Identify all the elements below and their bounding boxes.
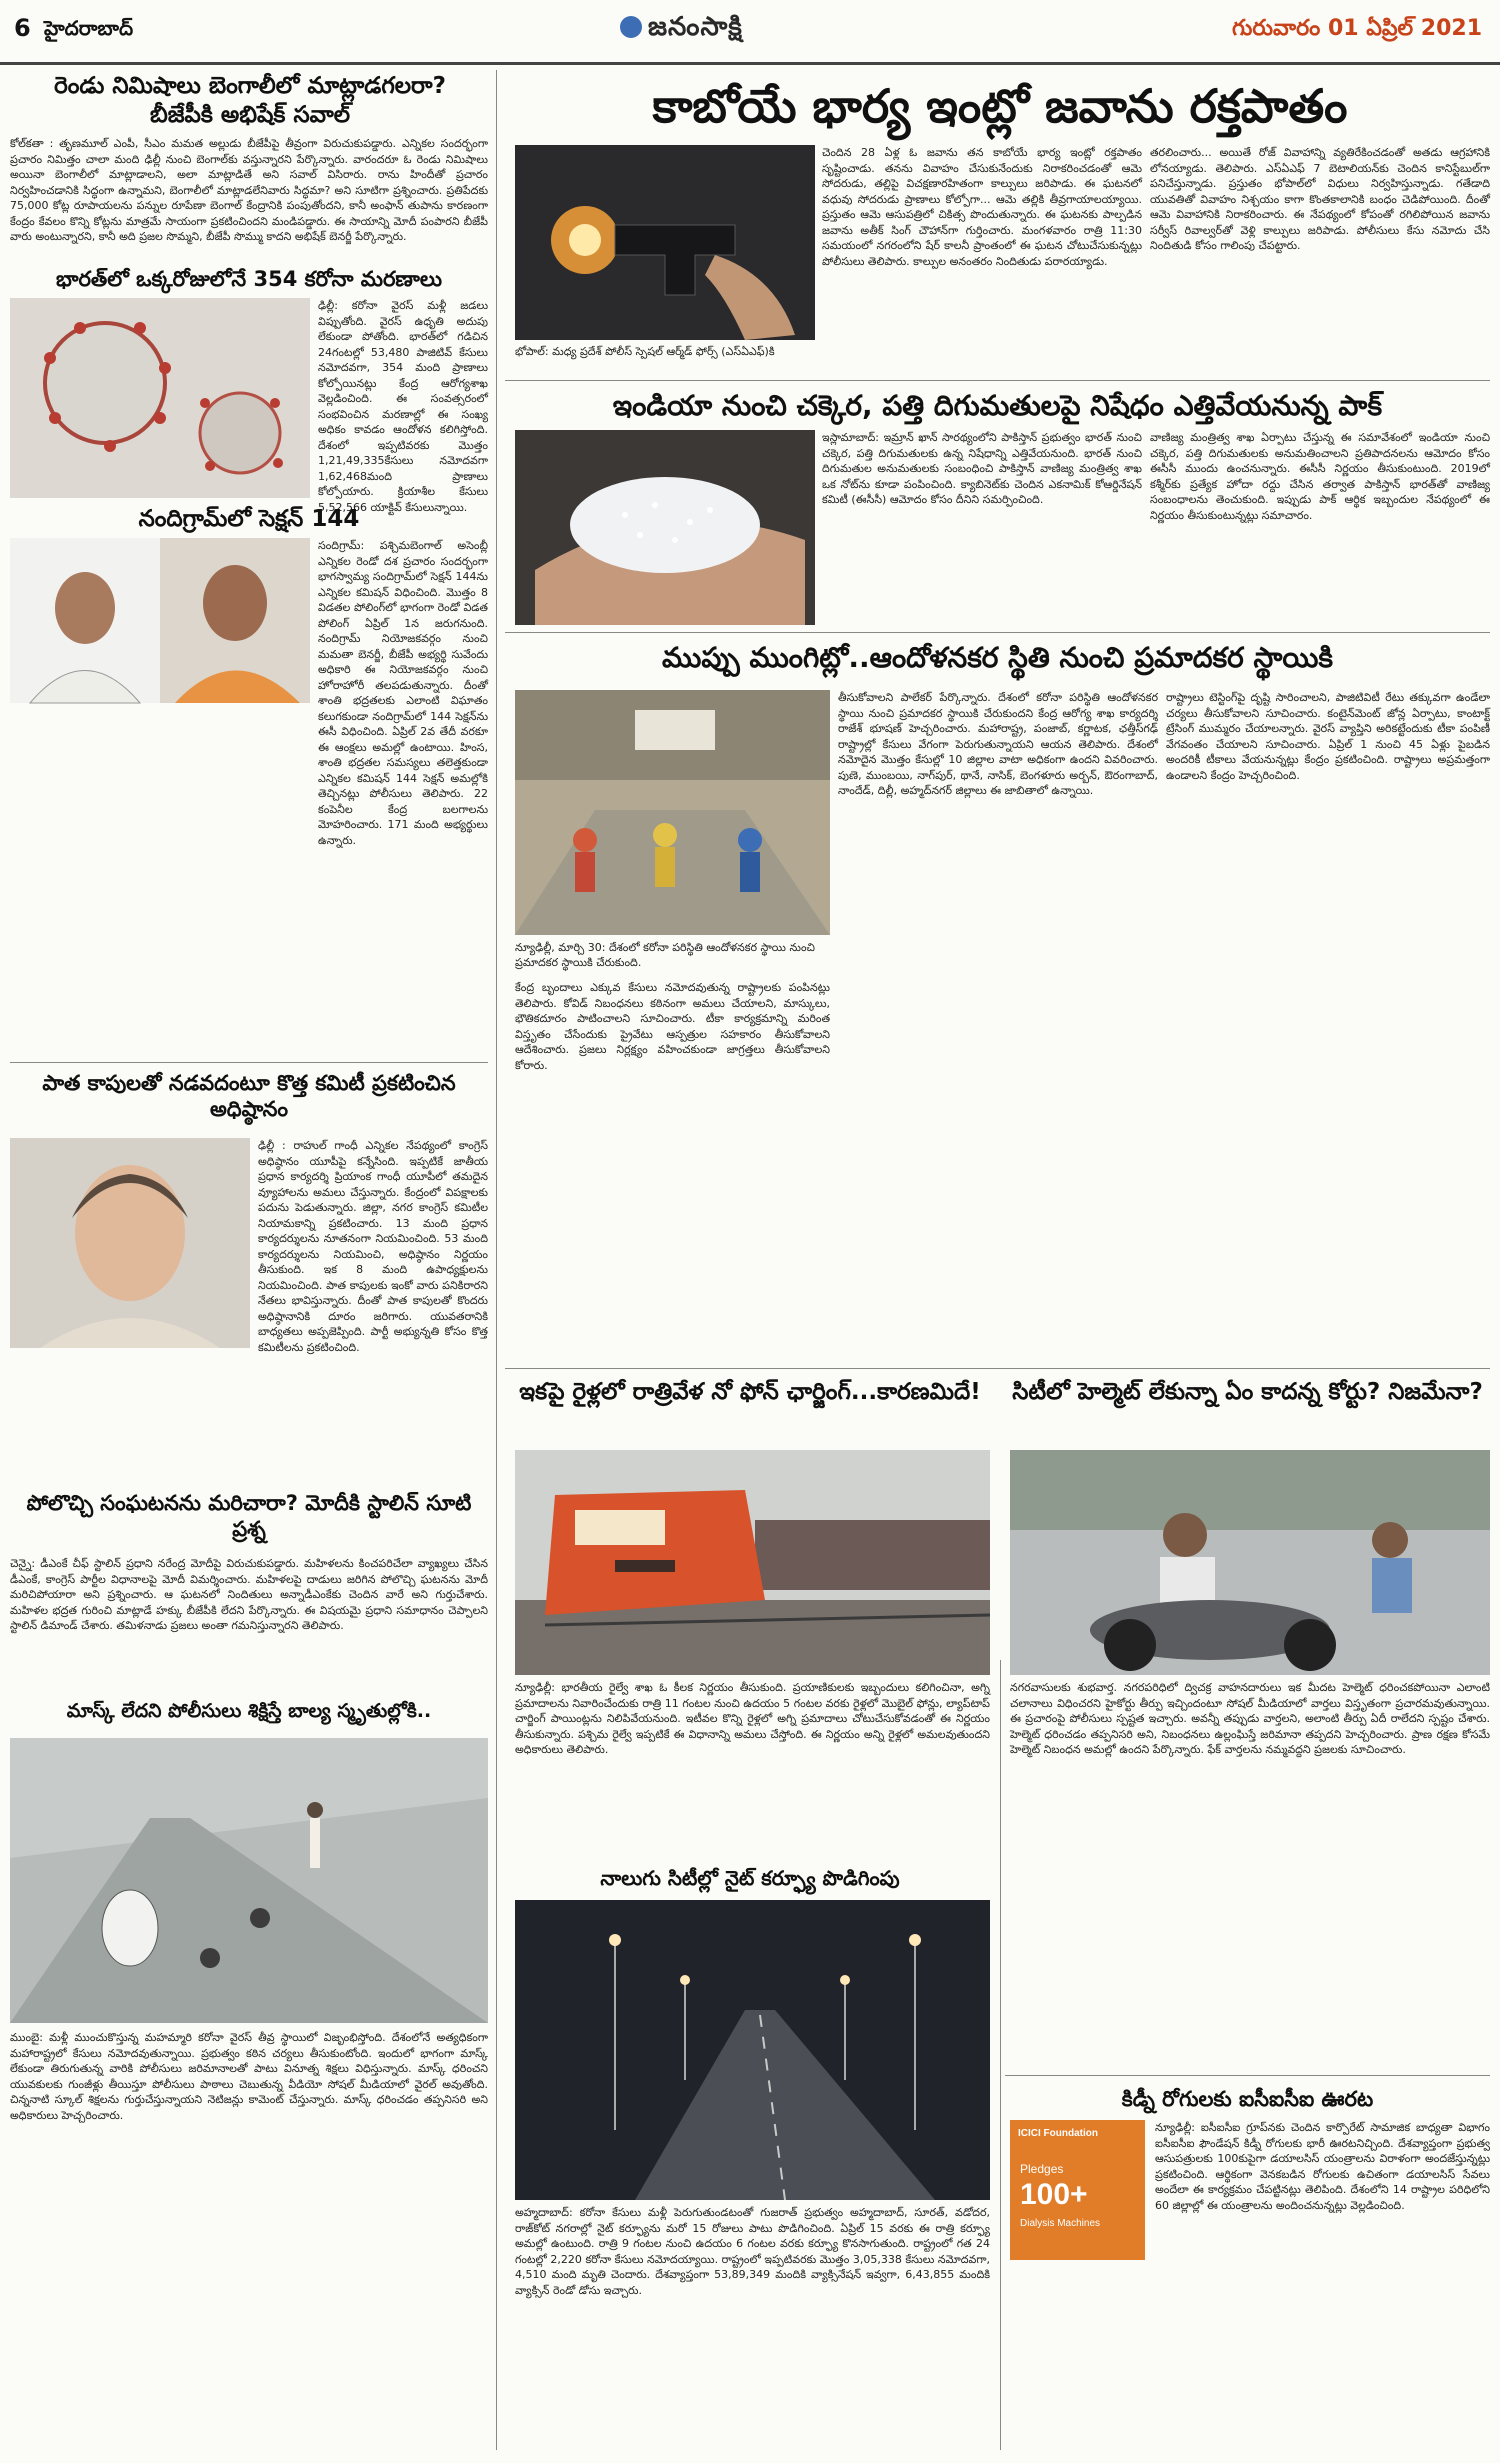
article-body: రాష్ట్రాలు టెస్టింగ్‌పై దృష్టి సారించాలని, పాజిటివిటీ రేటు తక్కువగా ఉండేలా చర్యలు తీసుకోవాలని సూచించారు. కంటైన్‌మెంట్ జోన్ల ఏర్పాటు, కాంటాక్ట్ ట్రేసింగ్ ముమ్మరం చేయాలన్నారు. వైరస్ వ్యాప్తిని అరికట్టేందుకు టీకా పంపిణీ వేగవంతం చేయాలని సూచించారు. ఏప్రిల్ 1 నుంచి 45 ఏళ్లు పైబడిన అందరికీ టీకాలు వేయనున్నట్లు కేంద్రం ప్రకటించింది. రాష్ట్రాలు అప్రమత్తంగా ఉండాలని కేంద్రం హెచ్చరించింది. bbox=[1166, 691, 1490, 782]
column-divider bbox=[496, 70, 497, 2450]
gun-photo bbox=[515, 145, 815, 340]
night-road-photo bbox=[515, 1900, 990, 2200]
masthead bbox=[620, 12, 743, 48]
headline: సిటీలో హెల్మెట్ లేకున్నా ఏం కాదన్న కోర్టు? నిజమేనా? bbox=[1012, 1379, 1483, 1405]
headline: రెండు నిమిషాలు బెంగాలీలో మాట్లాడగలరా? బీజేపీకి అభిషేక్ సవాల్ bbox=[54, 73, 446, 128]
article-body: ఇస్లామాబాద్: ఇమ్రాన్ ఖాన్ సారథ్యంలోని పాకిస్తాన్ ప్రభుత్వం భారత్ నుంచి చక్కెర, పత్తి దిగుమతులకు ఉన్న నిషేధాన్ని ఎత్తివేయనుంది. భారత్ నుంచి దిగుమతుల అనుమతులకు సంబంధించి పాకిస్తాన్ వాణిజ్య మంత్రిత్వ శాఖ ఒక నోట్‌ను కూడా పంపించింది. క్యాబినెట్‌కు చెందిన ఎకనామిక్ కోఆర్డినేషన్ కమిటీ (ఈసీసీ) ఆమోదం కోసం దీనిని సమర్పించింది. bbox=[822, 431, 1142, 506]
motorcycle-riders-illustration-icon bbox=[1010, 1450, 1490, 1675]
train-photo bbox=[515, 1450, 990, 1675]
edition-city: హైదరాబాద్ bbox=[44, 16, 134, 40]
sugar-photo bbox=[515, 430, 815, 625]
logo-line: Dialysis Machines bbox=[1020, 2218, 1101, 2229]
divider bbox=[1005, 2075, 1490, 2076]
article-body: అహ్మదాబాద్: కరోనా కేసులు మళ్లీ పెరుగుతుండటంతో గుజరాత్ ప్రభుత్వం అహ్మదాబాద్, సూరత్, వడోదర, రాజ్‌కోట్ నగరాల్లో నైట్ కర్ఫ్యూను మరో 15 రోజులు పాటు పొడిగించింది. ఏప్రిల్ 15 వరకు ఈ రాత్రి కర్ఫ్యూ అమల్లో ఉంటుంది. రాత్రి 9 గంటల నుంచి ఉదయం 6 గంటల వరకు కర్ఫ్యూ కొనసాగుతుంది. రాష్ట్రంలో గత 24 గంటల్లో 2,220 కరోనా కేసులు నమోదయ్యాయి. రాష్ట్రంలో ఇప్పటివరకు మొత్తం 3,05,338 కేసులు నమోదవగా, 4,510 మంది మృతి చెందారు. దేశవ్యాప్తంగా 53,89,349 మందికి వ్యాక్సినేషన్ ఇవ్వగా, 6,43,855 మందికి వ్యాక్సిన్ రెండో డోసు ఇచ్చారు. bbox=[515, 2206, 990, 2297]
article-body: న్యూఢిల్లీ: భారతీయ రైల్వే శాఖ ఓ కీలక నిర్ణయం తీసుకుంది. ప్రయాణికులకు ఇబ్బందులు కలిగించినా, అగ్ని ప్రమాదాలను నివారించేందుకు రాత్రి 11 గంటల నుంచి ఉదయం 5 గంటల వరకు రైళ్లలో మొబైల్ ఫోన్లు, ల్యాప్‌టాప్ చార్జింగ్ పాయింట్లను నిలిపివేయనుంది. ఇటీవల కొన్ని రైళ్లలో అగ్ని ప్రమాదాలు చోటుచేసుకోవడంతో ఈ నిర్ణయం తీసుకున్నారు. పశ్చిమ రైల్వే ఇప్పటికే ఈ విధానాన్ని అమలు చేస్తోంది. ఈ నిర్ణయం అన్ని రైళ్లలో అమలవుతుందని అధికారులు తెలిపారు. bbox=[515, 1681, 990, 1756]
article-body: ఢిల్లీ : రాహుల్ గాంధీ ఎన్నికల నేపథ్యంలో కాంగ్రెస్ అధిష్ఠానం యూపీపై కన్నేసింది. ఇప్పటికే జాతీయ ప్రధాన కార్యదర్శి ప్రియాంక గాంధీ యూపీలో తమదైన వ్యూహాలను అమలు చేస్తున్నారు. కేంద్రంలో విపక్షాలకు పదును పెడుతున్నారు. జిల్లా, నగర కాంగ్రెస్ కమిటీల నియామకాన్ని ప్రకటించారు. 13 మంది ప్రధాన కార్యదర్శులను నూతనంగా నియమించింది. 53 మంది కార్యదర్శులను నియమించి, అధిష్ఠానం నిర్ణయం తీసుకుంది. ఇక 8 మంది ఉపాధ్యక్షులను నియమించింది. పాత కాపులకు ఇంకో వారు పనికిరారని నేతలు భావిస్తున్నారు. దీంతో పాత కాపులతో కొందరు అధిష్ఠానానికి దూరం జరిగారు. యువతరానికి బాధ్యతలు అప్పజెప్పింది. పార్టీ అభ్యున్నతి కోసం కొత్త కమిటీలను ప్రకటించింది. bbox=[258, 1139, 488, 1354]
article-body: ఢిల్లీ: కరోనా వైరస్ మళ్లీ జడలు విప్పుతోంది. వైరస్ ఉధృతి అదుపు లేకుండా పోతోంది. భారత్‌లో గడిచిన 24గంటల్లో 53,480 పాజిటివ్ కేసులు నమోదవగా, 354 మంది ప్రాణాలు కోల్పోయినట్లు కేంద్ర ఆరోగ్యశాఖ వెల్లడించింది. ఈ సంవత్సరంలో సంభవించిన మరణాల్లో ఈ సంఖ్య అధికం కావడం ఆందోళన కలిగిస్తోంది. దేశంలో ఇప్పటివరకు మొత్తం 1,21,49,335కేసులు నమోదవగా 1,62,468మంది ప్రాణాలు కోల్పోయారు. క్రియాశీల కేసులు 5,52,566 యాక్టివ్ కేసులున్నాయి. bbox=[318, 299, 488, 514]
article-body: వాణిజ్య మంత్రిత్వ శాఖ ఏర్పాటు చేస్తున్న ఈ సమావేశంలో ఇండియా నుంచి చక్కెర, పత్తి దిగుమతులకు అనుమతించాలని ప్రతిపాదనలను ఆమోదం కోసం ఈసీసీ ముందు ఉంచనున్నారు. ఈసీసీ నిర్ణయం తీసుకుంటుంది. 2019లో కశ్మీర్‌కు ప్రత్యేక హోదా రద్దు చేసిన తర్వాత పాకిస్తాన్ భారత్‌తో వాణిజ్య సంబంధాలను తెంచుకుంది. ఇప్పుడు పాక్ ఆర్థిక ఇబ్బందుల నేపథ్యంలో ఈ నిర్ణయం తీసుకుంటున్నట్లు సమాచారం. bbox=[1150, 431, 1490, 522]
divider bbox=[505, 632, 1490, 633]
headline: నందిగ్రామ్‌లో సెక్షన్ 144 bbox=[138, 506, 360, 532]
masthead-logo-icon bbox=[620, 16, 642, 38]
headline: ఇండియా నుంచి చక్కెర, పత్తి దిగుమతులపై నిషేధం ఎత్తివేయనున్న పాక్ bbox=[612, 389, 1383, 422]
logo-line: ICICI Foundation bbox=[1018, 2128, 1098, 2139]
article-body: కేంద్ర బృందాలు ఎక్కువ కేసులు నమోదవుతున్న రాష్ట్రాలకు పంపినట్లు తెలిపారు. కోవిడ్ నిబంధనలు కఠినంగా అమలు చేయాలని, మాస్కులు, భౌతికదూరం పాటించాలని సూచించారు. టీకా కార్యక్రమాన్ని మరింత విస్తృతం చేసేందుకు ప్రైవేటు ఆస్పత్రుల సహకారం తీసుకోవాలని ఆదేశించారు. ప్రజలు నిర్లక్ష్యం వహించకుండా జాగ్రత్తలు తీసుకోవాలని కోరారు. bbox=[515, 981, 830, 1072]
icici-logo-box bbox=[1010, 2120, 1145, 2260]
article-body: కోల్‌కతా : తృణమూల్ ఎంపీ, సీఎం మమత అల్లుడు బీజేపీపై తీవ్రంగా విరుచుకుపడ్డారు. ఎన్నికల సందర్భంగా ప్రచారం నిమిత్తం చాలా మంది ఢిల్లీ నుంచి బెంగాల్‌కు వస్తున్నారని పేర్కొన్నారు. వారందరూ ఓ రెండు నిమిషాలు అయినా బెంగాలీలో మాట్లాడాలని, అలా మాట్లాడితే అని సవాల్ విసిరారు. రాను హిందీతో ప్రచారం నిర్వహించడానికి సిద్ధంగా ఉన్నామని, బెంగాలీలో మాట్లాడలేనివారు సిద్ధమా? అని సూటిగా ప్రశ్నించారు. ప్రతిపేదకు 75,000 కోట్ల రూపాయలను పన్నుల రూపేణా బెంగాల్ కేంద్రానికి పంపుతోందని, కానీ అంఫాన్ తుపాను కారణంగా కేంద్రం కేవలం కొన్ని కోట్లను మాత్రమే సాయంగా ప్రకటించిందని మండిపడ్డారు. ఈ సాయాన్ని మోదీ పంపారని బీజేపీ వారు అంటున్నారని, కానీ అది ప్రజల సొమ్మని, బీజేపీ సొమ్ము కాదని అభిషేక్ బెనర్జీ పేర్కొన్నారు. bbox=[10, 137, 488, 243]
divider bbox=[10, 1062, 488, 1063]
headline: ఇకపై రైళ్లలో రాత్రివేళ నో ఫోన్ ఛార్జింగ్...కారణమిదే! bbox=[519, 1379, 981, 1405]
logo-line: Pledges bbox=[1020, 2162, 1064, 2176]
divider bbox=[505, 1368, 1490, 1369]
masthead-title: జనంసాక్షి bbox=[648, 12, 743, 42]
lead-headline: కాబోయే భార్య ఇంట్లో జవాను రక్తపాతం bbox=[652, 79, 1348, 133]
headline: కిడ్నీ రోగులకు ఐసీఐసీఐ ఊరట bbox=[1121, 2087, 1374, 2111]
logo-line: 100+ bbox=[1020, 2178, 1088, 2211]
police-photo bbox=[10, 1738, 488, 2023]
headline: నాలుగు సిటీల్లో నైట్ కర్ఫ్యూ పొడిగింపు bbox=[600, 1866, 900, 1890]
page-number: 6 bbox=[14, 14, 31, 42]
sugar-in-hand-illustration-icon bbox=[515, 430, 815, 625]
photo-caption: న్యూఢిల్లీ, మార్చి 30: దేశంలో కరోనా పరిస్థితి ఆందోళనకర స్థాయి నుంచి ప్రమాదకర స్థాయికి చేరుకుంది. bbox=[515, 941, 815, 969]
leader-photo bbox=[10, 1138, 250, 1348]
headline: భారత్‌లో ఒక్కరోజులోనే 354 కరోనా మరణాలు bbox=[55, 267, 443, 291]
train-locomotive-illustration-icon bbox=[515, 1450, 990, 1675]
column-divider bbox=[1000, 1660, 1001, 2450]
street-crowd-illustration-icon bbox=[515, 690, 830, 935]
politicians-illustration-icon bbox=[10, 538, 310, 703]
article-body: నగరవాసులకు శుభవార్త. నగరపరిధిలో ద్విచక్ర వాహనదారులు ఇక మీదట హెల్మెట్ ధరించకపోయినా ఎలాంటి చలానాలు విధించరని హైకోర్టు తీర్పు ఇచ్చిందంటూ సోషల్ మీడియాలో వార్తలు విస్తృతంగా ప్రచారమవుతున్నాయి. ఈ ప్రచారంపై పోలీసులు స్పష్టత ఇచ్చారు. అవన్నీ తప్పుడు వార్తలని, అలాంటి తీర్పు ఏదీ రాలేదని స్పష్టం చేశారు. హెల్మెట్ ధరించడం తప్పనిసరి అని, నిబంధనలు ఉల్లంఘిస్తే జరిమానా తప్పదని హెచ్చరించారు. ప్రాణ రక్షణ కోసమే హెల్మెట్ నిబంధన అమల్లో ఉందని పేర్కొన్నారు. ఫేక్ వార్తలను నమ్మవద్దని ప్రజలకు సూచించారు. bbox=[1010, 1681, 1490, 1756]
headline: పోలొచ్చి సంఘటనను మరిచారా? మోదీకి స్టాలిన్ సూటి ప్రశ్న bbox=[26, 1491, 472, 1542]
leader-portrait-icon bbox=[10, 1138, 250, 1348]
empty-night-road-illustration-icon bbox=[515, 1900, 990, 2200]
photo-caption: భోపాల్: మధ్య ప్రదేశ్ పోలీస్ స్పెషల్ ఆర్మ్‌డ్ ఫోర్స్ (ఎస్ఏఎఫ్)కి bbox=[515, 345, 775, 358]
article-body: చెన్నై: డీఎంకే చీఫ్ స్టాలిన్ ప్రధాని నరేంద్ర మోదీపై విరుచుకుపడ్డారు. మహిళలను కించపరిచేలా వ్యాఖ్యలు చేసిన డీఎంకే, కాంగ్రెస్ పార్టీల విధానాలపై మోదీ విమర్శించారు. మహిళలపై దాడులు జరిగిన పోలొచ్చి ఘటనను మోదీ మరిచిపోయారా అని ప్రశ్నించారు. ఆ ఘటనలో నిందితులు అన్నాడీఎంకేకు చెందిన వారే అని గుర్తుచేశారు. మహిళల భద్రత గురించి మాట్లాడే హక్కు బీజేపీకి లేదని పేర్కొన్నారు. ఈ విషయమై ప్రధాని సమాధానం చెప్పాలని స్టాలిన్ డిమాండ్ చేశారు. తమిళనాడు ప్రజలు అంతా గమనిస్తున్నారని తెలిపారు. bbox=[10, 1557, 488, 1632]
article-body: న్యూఢిల్లీ: ఐసీఐసీఐ గ్రూప్‌నకు చెందిన కార్పొరేట్ సామాజిక బాధ్యతా విభాగం ఐసీఐసీఐ ఫౌండేషన్ కిడ్నీ రోగులకు భారీ ఊరటనిచ్చింది. దేశవ్యాప్తంగా ప్రభుత్వ ఆసుపత్రులకు 100కుపైగా డయాలసిస్ యంత్రాలను విరాళంగా అందజేస్తున్నట్లు ప్రకటించింది. ఆర్థికంగా వెనకబడిన రోగులకు ఉచితంగా డయాలసిస్ సేవలు అందేలా ఈ కార్యక్రమం చేపట్టినట్లు తెలిపింది. దేశంలోని 14 రాష్ట్రాల పరిధిలోని 60 జిల్లాల్లో ఈ యంత్రాలను అందించనున్నట్లు వెల్లడించింది. bbox=[1155, 2121, 1490, 2212]
police-scene-illustration-icon bbox=[10, 1738, 488, 2023]
headline: ముప్పు ముంగిట్లో..ఆందోళనకర స్థితి నుంచి ప్రమాదకర స్థాయికి bbox=[662, 641, 1333, 674]
virus-photo bbox=[10, 298, 310, 498]
article-body: సందిగ్రామ్: పశ్చిమబెంగాల్ అసెంబ్లీ ఎన్నికల రెండో దశ ప్రచారం సందర్భంగా భాగస్వామ్య సందిగ్రామ్‌లో సెక్షన్ 144ను ఎన్నికల కమిషన్ విధించింది. మొత్తం 8 విడతల పోలింగ్‌లో భాగంగా రెండో విడత పోలింగ్ ఏప్రిల్ 1న జరుగనుంది. నందిగ్రామ్ నియోజకవర్గం నుంచి మమతా బెనర్జీ, బీజేపీ అభ్యర్థి సువేందు అధికారి ఈ నియోజకవర్గం నుంచి హోరాహోరీ తలపడుతున్నారు. దీంతో శాంతి భద్రతలకు ఎలాంటి విఘాతం కలుగకుండా నందిగ్రామ్‌లో 144 సెక్షన్‌ను ఈసీ విధించింది. ఏప్రిల్ 2వ తేదీ వరకూ ఈ ఆంక్షలు అమల్లో ఉంటాయి. హింస, శాంతి భద్రతల సమస్యలు తలెత్తకుండా ఎన్నికల కమిషన్ 144 సెక్షన్ అమల్లోకి తెచ్చినట్లు పోలీసులు తెలిపారు. 22 కంపెనీల కేంద్ర బలగాలను మోహరించారు. 171 మంది అభ్యర్థులు ఉన్నారు. bbox=[318, 539, 488, 847]
headline: మాస్క్ లేదని పోలీసులు శిక్షిస్తే బాల్య స్మృతుల్లోకి.. bbox=[66, 1700, 432, 1722]
divider bbox=[505, 380, 1490, 381]
gun-firing-illustration-icon bbox=[515, 145, 815, 340]
politicians-photo bbox=[10, 538, 310, 703]
article-body: తరలించారు... అయితే రోజ్ వివాహాన్ని వ్యతిరేకించడంతో అతడు ఆగ్రహానికి లోనయ్యాడు. తెలిపారు. ఎస్ఏఎఫ్ 7 బెటాలియన్‌కు చెందిన కానిస్టేబుల్‌గా పనిచేస్తున్నాడు. ప్రస్తుతం భోపాల్‌లో విధులు నిర్వహిస్తున్నాడు. గతేడాది యువతితో వివాహం నిశ్చయం కాగా కొంతకాలానికి బంధం చెడిపోయింది. దీంతో ఆమె వివాహానికి నిరాకరించారు. ఈ నేపథ్యంలో కోపంతో రగిలిపోయిన జవాను సర్వీస్ రివాల్వర్‌తో వెళ్లి కాల్పులు జరిపాడు. పోలీసులు కేసు నమోదు చేసి నిందితుడి కోసం గాలింపు చేపట్టారు. bbox=[1150, 146, 1490, 252]
article-body: ముంబై: మళ్లీ ముంచుకొస్తున్న మహమ్మారి కరోనా వైరస్ తీవ్ర స్థాయిలో విజృంభిస్తోంది. దేశంలోనే అత్యధికంగా మహారాష్ట్రలో కేసులు నమోదవుతున్నాయి. ప్రభుత్వం కఠిన చర్యలు తీసుకుంటోంది. ఇందులో భాగంగా మాస్క్ లేకుండా తిరుగుతున్న వారికి పోలీసులు జరిమానాలతో పాటు వినూత్న శిక్షలు విధిస్తున్నారు. మాస్క్ ధరించని యువకులకు గుంజీళ్లు తీయిస్తూ పోలీసులు పాఠాలు చెబుతున్న వీడియో సోషల్ మీడియాలో వైరల్ అవుతోంది. చిన్ననాటి స్కూల్ శిక్షలను గుర్తుచేస్తున్నాయని నెటిజన్లు కామెంట్ చేస్తున్నారు. మాస్క్ ధరించడం తప్పనిసరి అని అధికారులు హెచ్చరించారు. bbox=[10, 2031, 488, 2122]
headline: పాత కాపులతో నడవదంటూ కొత్త కమిటీ ప్రకటించిన అధిష్ఠానం bbox=[42, 1071, 456, 1122]
helmet-photo bbox=[1010, 1450, 1490, 1675]
article-body: తీసుకోవాలని పాలేకర్ పేర్కొన్నారు. దేశంలో కరోనా పరిస్థితి ఆందోళనకర స్థాయి నుంచి ప్రమాదకర స్థాయికి చేరుకుందని కేంద్ర ఆరోగ్య శాఖ కార్యదర్శి రాజేశ్ భూషణ్ హెచ్చరించారు. మహారాష్ట్ర, పంజాబ్, కర్ణాటక, ఛత్తీస్‌గఢ్ రాష్ట్రాల్లో కేసులు వేగంగా పెరుగుతున్నాయని ఆయన తెలిపారు. దేశంలో నమోదైన మొత్తం కేసుల్లో 10 జిల్లాల వాటా అధికంగా ఉందని వివరించారు. పుణె, ముంబయి, నాగ్‌పుర్, థానే, నాసిక్, బెంగళూరు అర్బన్, ఔరంగాబాద్, నాందేడ్, దిల్లీ, అహ్మద్‌నగర్ జిల్లాలు ఈ జాబితాలో ఉన్నాయి. bbox=[838, 691, 1158, 797]
covid-street-photo bbox=[515, 690, 830, 935]
article-body: చెందిన 28 ఏళ్ల ఓ జవాను తన కాబోయే భార్య ఇంట్లో రక్తపాతం సృష్టించాడు. తనను వివాహం చేసుకునేందుకు నిరాకరించడంతో ఆమె సోదరుడు, తల్లిపై విచక్షణారహితంగా కాల్పులు జరిపాడు. ఈ ఘటనలో వధువు సోదరుడు ప్రాణాలు కోల్పోగా... ఆమె తల్లికి తీవ్రగాయాలయ్యాయి. ప్రస్తుతం ఆమె ఆసుపత్రిలో చికిత్స పొందుతున్నారు. ఈ ఘటనకు పాల్పడిన జవాను అతీక్ సింగ్ చౌహాన్‌గా గుర్తించారు. మంగళవారం రాత్రి 11:30 సమయంలో నగరంలోని షేర్ కాలనీ ప్రాంతంలో ఈ ఘటన చోటుచేసుకున్నట్లు పోలీసులు తెలిపారు. కాల్పుల అనంతరం నిందితుడు పరారయ్యాడు. bbox=[822, 146, 1142, 268]
virus-illustration-icon bbox=[10, 298, 310, 498]
issue-date: గురువారం 01 ఏప్రిల్ 2021 bbox=[1231, 16, 1482, 41]
